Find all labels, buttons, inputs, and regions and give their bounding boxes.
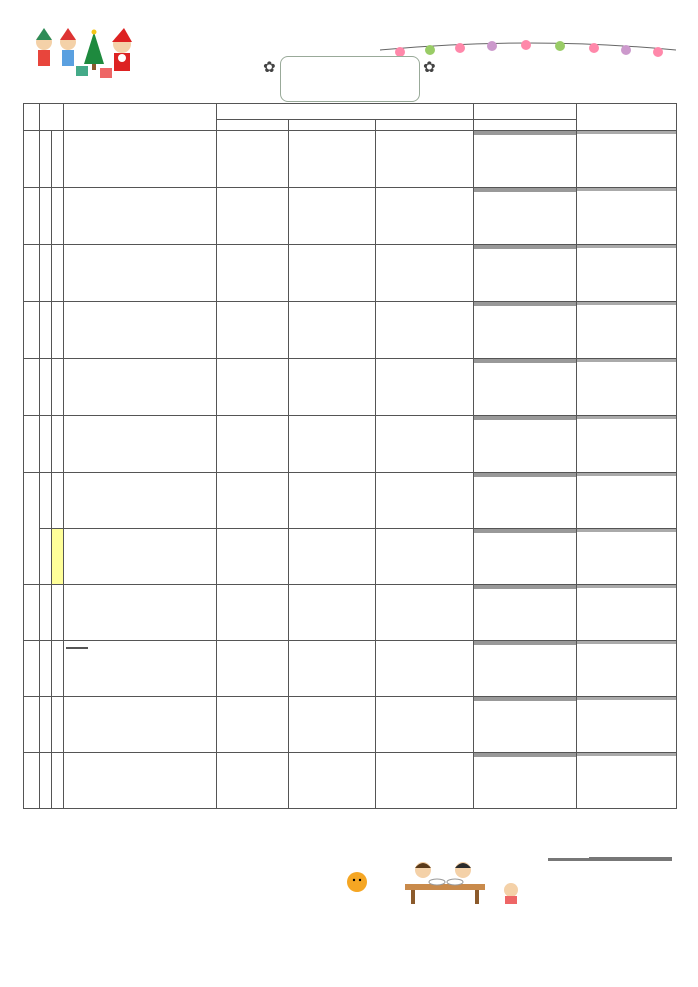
nutrition-cell (577, 473, 677, 529)
menu-row (24, 753, 677, 809)
morning-meal-cell (64, 416, 217, 473)
date-second (52, 188, 64, 245)
ingredient-body-cell (376, 416, 474, 473)
afternoon-meal-cell (474, 529, 577, 585)
day-of-week (24, 302, 40, 359)
nutrition-fat-row (577, 304, 676, 305)
ingredient-body-cell (376, 473, 474, 529)
day-of-week (24, 473, 40, 585)
afternoon-line (474, 248, 576, 249)
children-eating-illustration (345, 856, 525, 906)
afternoon-meal-cell (474, 585, 577, 641)
ingredient-heat-cell (217, 697, 289, 753)
date-first (40, 753, 52, 809)
ingredient-blood-cell (289, 131, 376, 188)
menu-body (24, 131, 677, 809)
date-first (40, 585, 52, 641)
date-second (52, 245, 64, 302)
nutrition-cell (577, 302, 677, 359)
ingredient-heat-cell (217, 302, 289, 359)
ingredient-blood-cell (289, 641, 376, 697)
afternoon-meal-cell (474, 697, 577, 753)
afternoon-line (474, 476, 576, 477)
ingredient-blood-cell (289, 302, 376, 359)
ingredient-body-cell (376, 188, 474, 245)
nutrition-cell (577, 585, 677, 641)
date-first (40, 697, 52, 753)
morning-meal-cell (64, 529, 217, 585)
date-first (40, 416, 52, 473)
menu-row (24, 473, 677, 529)
day-of-week (24, 585, 40, 641)
col-nutrition (577, 104, 677, 131)
nutrition-cell (577, 697, 677, 753)
day-of-week (24, 131, 40, 188)
afternoon-line (474, 532, 576, 533)
afternoon-meal-cell (474, 302, 577, 359)
nutrition-fat-row (577, 361, 676, 362)
monthly-summary (548, 857, 672, 861)
nutrition-cell (577, 641, 677, 697)
afternoon-meal-cell (474, 416, 577, 473)
afternoon-meal-cell (474, 753, 577, 809)
afternoon-line (474, 588, 576, 589)
date-first (40, 473, 52, 529)
day-of-week (24, 188, 40, 245)
ingredient-body-cell (376, 245, 474, 302)
ingredient-body-cell (376, 753, 474, 809)
day-of-week (24, 753, 40, 809)
date-first (40, 188, 52, 245)
summary-avg-label (549, 860, 590, 861)
nutrition-fat-row (577, 699, 676, 700)
date-second (52, 302, 64, 359)
ingredient-heat-cell (217, 585, 289, 641)
nutrition-fat-row (577, 755, 676, 756)
menu-row (24, 585, 677, 641)
afternoon-meal-cell (474, 188, 577, 245)
date-second (52, 641, 64, 697)
ingredient-body-cell (376, 641, 474, 697)
date-second (52, 416, 64, 473)
nutrition-fat-row (577, 418, 676, 419)
flower-icon: ✿ (423, 58, 436, 76)
col-day-of-week (24, 104, 40, 131)
nutrition-cell (577, 131, 677, 188)
afternoon-line (474, 191, 576, 192)
ingredient-blood-cell (289, 416, 376, 473)
ingredient-blood-cell (289, 753, 376, 809)
afternoon-line (474, 305, 576, 306)
flower-icon: ✿ (263, 58, 276, 76)
col-blood-muscle (289, 120, 376, 131)
morning-meal-cell (64, 188, 217, 245)
ingredient-body-cell (376, 359, 474, 416)
date-second (52, 753, 64, 809)
ingredient-blood-cell (289, 188, 376, 245)
date-first (40, 529, 52, 585)
ingredient-heat-cell (217, 641, 289, 697)
afternoon-line (474, 362, 576, 363)
afternoon-line (474, 756, 576, 757)
col-extended-meal (474, 120, 577, 131)
day-of-week (24, 416, 40, 473)
ingredient-heat-cell (217, 131, 289, 188)
date-first (40, 359, 52, 416)
ingredient-heat-cell (217, 416, 289, 473)
menu-row (24, 302, 677, 359)
nutrition-cell (577, 529, 677, 585)
date-second (52, 359, 64, 416)
date-first (40, 641, 52, 697)
menu-row (24, 697, 677, 753)
nutrition-cell (577, 359, 677, 416)
col-heat-energy (217, 120, 289, 131)
col-date (40, 104, 64, 131)
nutrition-fat-row (577, 133, 676, 134)
menu-row (24, 245, 677, 302)
afternoon-line (474, 644, 576, 645)
nutrition-cell (577, 416, 677, 473)
day-of-week (24, 641, 40, 697)
summary-avg-protein (631, 860, 672, 861)
ingredient-blood-cell (289, 529, 376, 585)
afternoon-line (474, 134, 576, 135)
ingredient-body-cell (376, 585, 474, 641)
morning-meal-cell (64, 359, 217, 416)
ingredient-blood-cell (289, 359, 376, 416)
nutrition-fat-row (577, 475, 676, 476)
day-of-week (24, 359, 40, 416)
afternoon-line (474, 419, 576, 420)
morning-meal-cell (64, 245, 217, 302)
birthday-event-label (52, 529, 64, 585)
ingredient-blood-cell (289, 473, 376, 529)
children-christmas-illustration (32, 28, 136, 80)
date-first (40, 302, 52, 359)
menu-row (24, 529, 677, 585)
day-of-week (24, 245, 40, 302)
col-afternoon-snack (474, 104, 577, 120)
date-first (40, 131, 52, 188)
morning-meal-cell (64, 302, 217, 359)
date-second (52, 473, 64, 529)
ingredient-body-cell (376, 697, 474, 753)
ingredient-heat-cell (217, 753, 289, 809)
morning-meal-cell (64, 697, 217, 753)
morning-meal-cell (64, 641, 217, 697)
ingredient-blood-cell (289, 697, 376, 753)
morning-meal-cell (64, 131, 217, 188)
col-morning-meal (64, 104, 217, 131)
nutrition-cell (577, 245, 677, 302)
menu-table (23, 103, 677, 809)
ingredient-heat-cell (217, 529, 289, 585)
afternoon-meal-cell (474, 473, 577, 529)
col-body-condition (376, 120, 474, 131)
afternoon-line (474, 700, 576, 701)
summary-avg-energy (590, 860, 631, 861)
menu-row (24, 131, 677, 188)
date-second (52, 697, 64, 753)
page-title (280, 56, 420, 102)
ingredient-heat-cell (217, 359, 289, 416)
afternoon-meal-cell (474, 359, 577, 416)
nutrition-cell (577, 753, 677, 809)
afternoon-meal-cell (474, 245, 577, 302)
ingredient-body-cell (376, 131, 474, 188)
nutrition-fat-row (577, 190, 676, 191)
nutrition-fat-row (577, 587, 676, 588)
menu-row (24, 641, 677, 697)
ingredient-heat-cell (217, 473, 289, 529)
ingredient-body-cell (376, 302, 474, 359)
day-of-week (24, 697, 40, 753)
page-header (0, 0, 698, 118)
afternoon-meal-cell (474, 641, 577, 697)
menu-row (24, 188, 677, 245)
menu-row (24, 359, 677, 416)
ingredient-blood-cell (289, 585, 376, 641)
afternoon-meal-cell (474, 131, 577, 188)
ingredient-heat-cell (217, 188, 289, 245)
col-ingredients (217, 104, 474, 120)
nutrition-cell (577, 188, 677, 245)
menu-row (24, 416, 677, 473)
date-second (52, 585, 64, 641)
nutrition-fat-row (577, 247, 676, 248)
ingredient-body-cell (376, 529, 474, 585)
special-menu-label (66, 647, 88, 649)
ingredient-heat-cell (217, 245, 289, 302)
morning-meal-cell (64, 753, 217, 809)
nutrition-fat-row (577, 531, 676, 532)
morning-meal-cell (64, 585, 217, 641)
ingredient-blood-cell (289, 245, 376, 302)
date-first (40, 245, 52, 302)
date-second (52, 131, 64, 188)
morning-meal-cell (64, 473, 217, 529)
nutrition-fat-row (577, 643, 676, 644)
